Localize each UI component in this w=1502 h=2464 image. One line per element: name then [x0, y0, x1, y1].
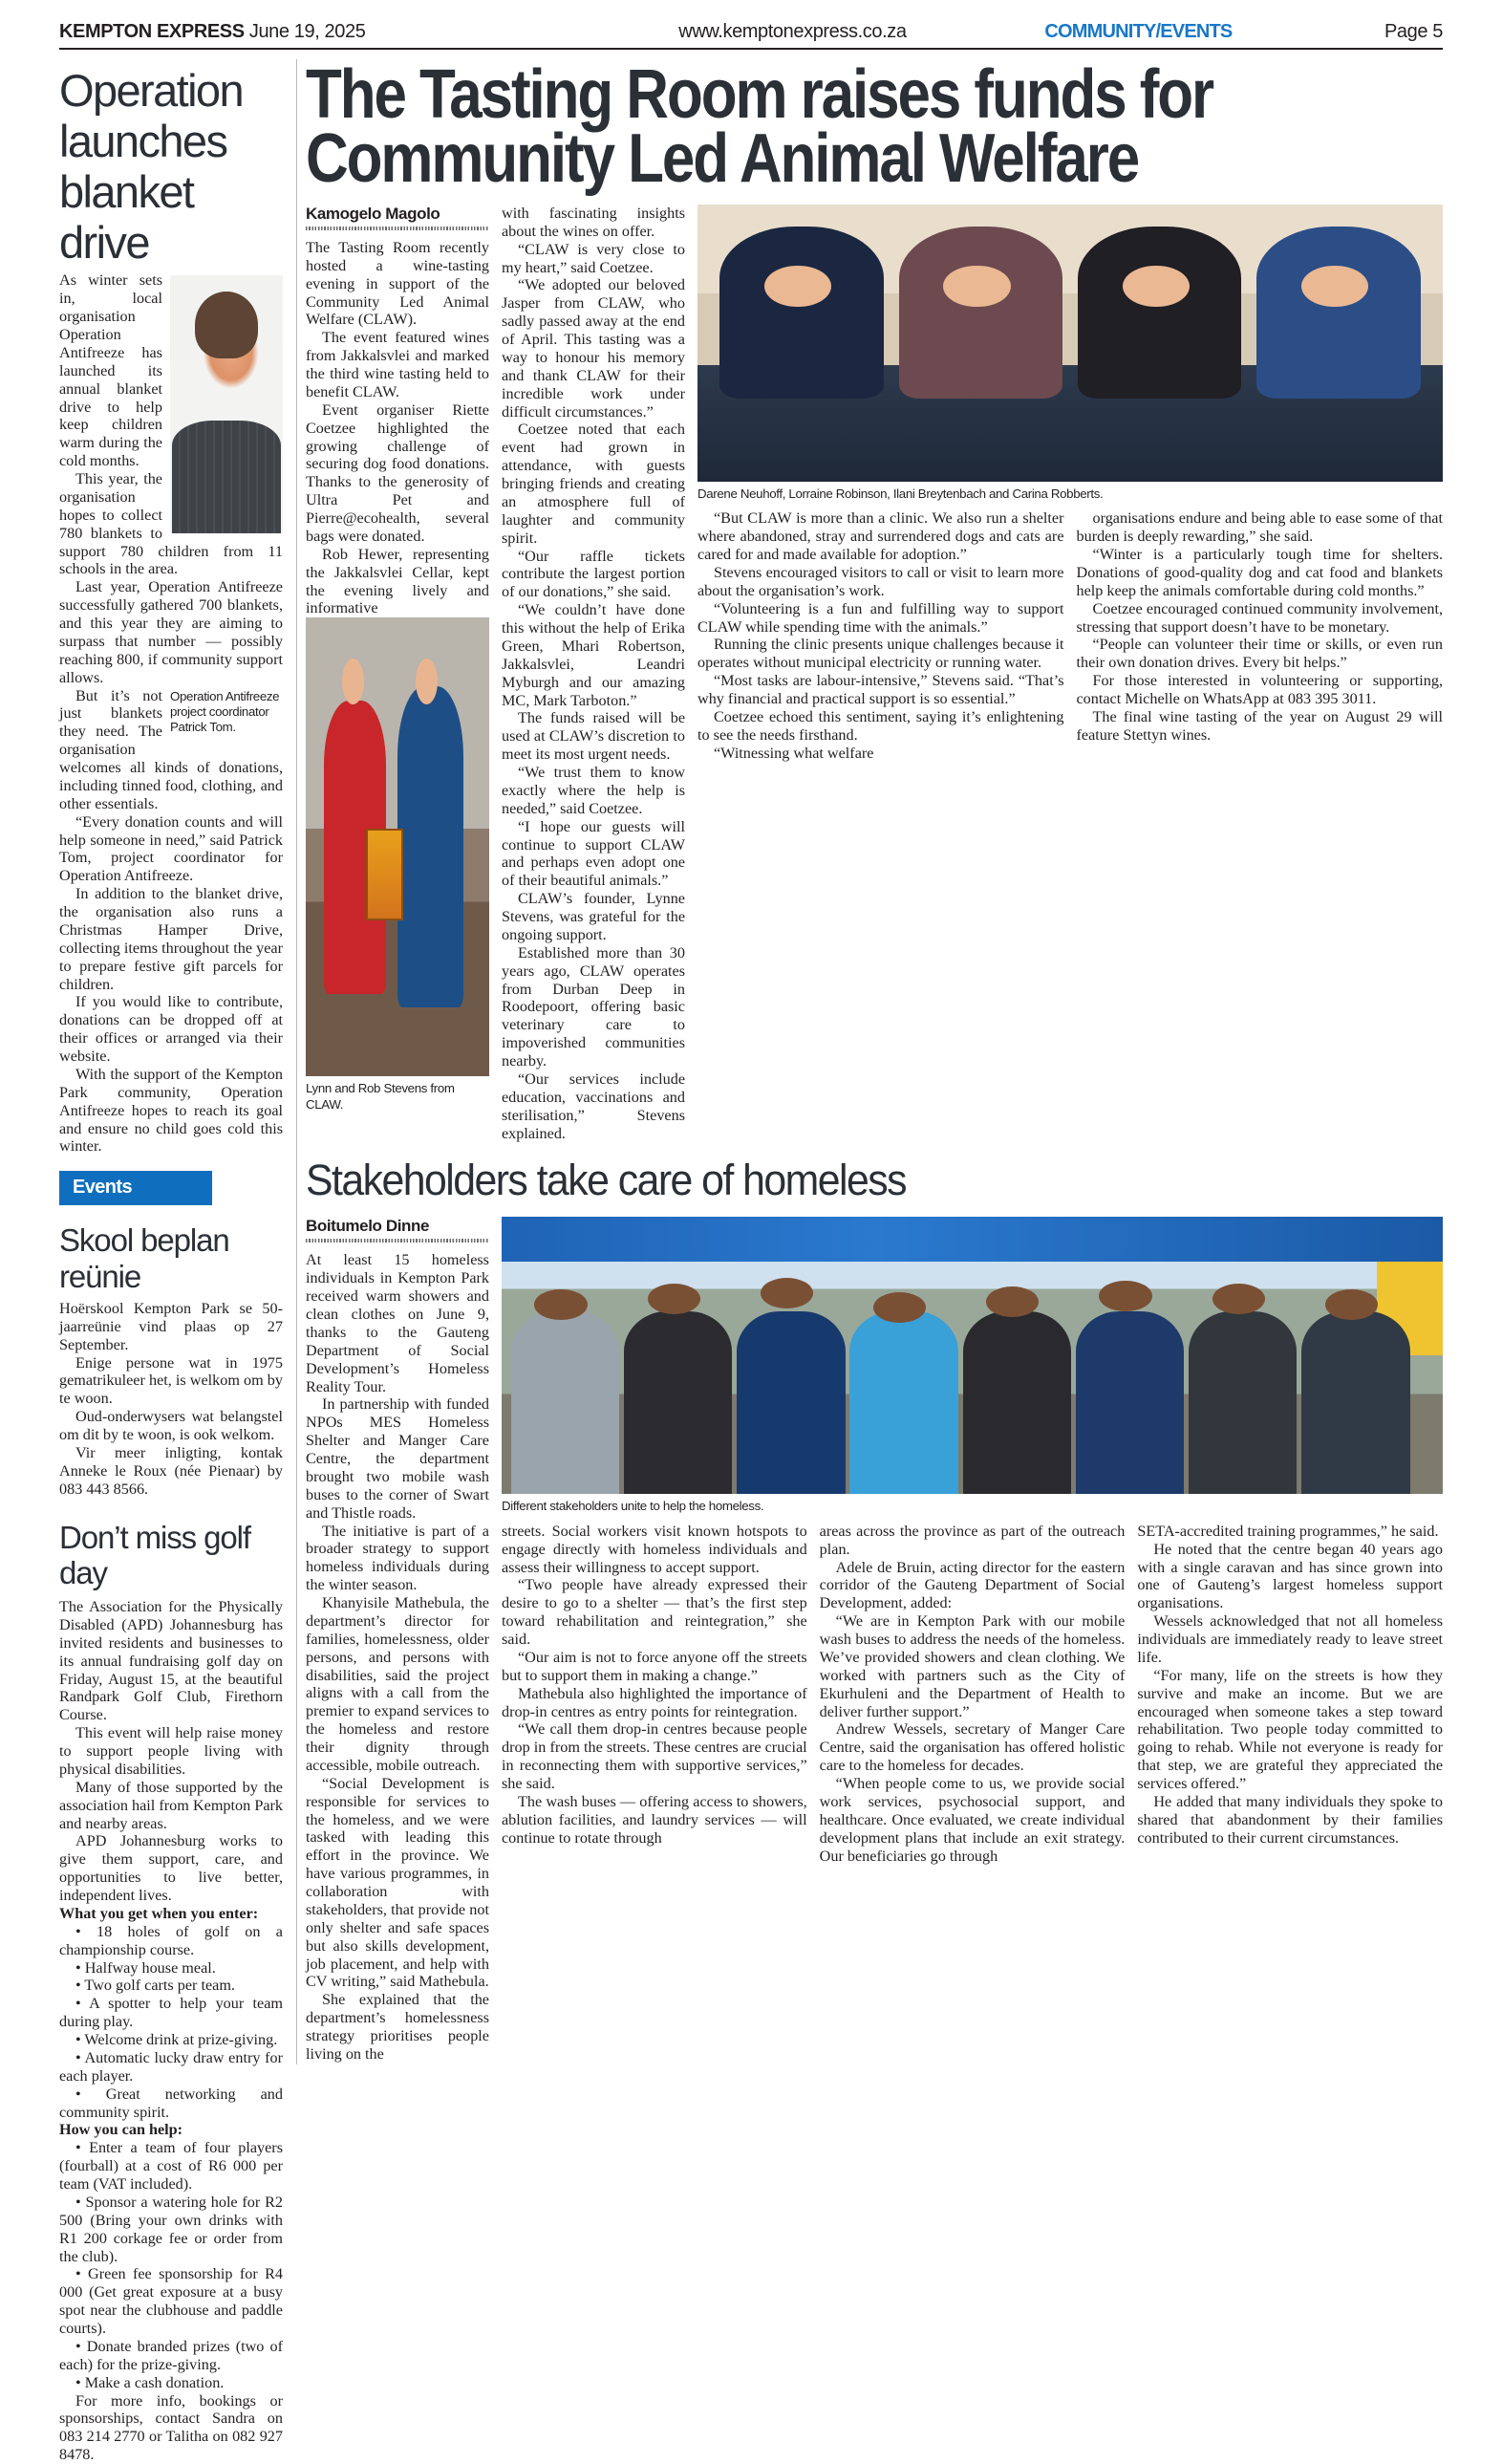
claw-c4-p5: For those interested in volunteering or supporting, contact Michelle on WhatsApp at 083 395 3011.: [1076, 672, 1443, 707]
byline-rule: [306, 227, 489, 230]
golf-list1-5: • Automatic lucky draw entry for each player.: [59, 2048, 283, 2085]
page-number: Page 5: [1384, 21, 1443, 42]
golf-p1: The Association for the Physically Disabled (APD) Johannesburg has invited residents and businesses to its annual fundraising golf day on Friday, August 15, at the beautiful Randpark Golf Club, Firethorn Course.: [59, 1598, 283, 1724]
claw-c2-p4: Coetzee noted that each event had grown in attendance, with guests bringing friends and creating an atmosphere full of laughter and community spirit.: [502, 421, 685, 547]
claw-c3-p4: Running the clinic presents unique challenges because it operates without municipal electricity or running water.: [697, 636, 1064, 672]
skool-p1: Hoërskool Kempton Park se 50-jaarreünie vind plaas op 27 September.: [59, 1299, 283, 1353]
homeless-c4-p3: Wessels acknowledged that not all homeless individuals are immediately ready to leave street life.: [1137, 1612, 1444, 1666]
column-divider: [296, 59, 297, 2064]
claw-c3-p6: Coetzee echoed this sentiment, saying it’s enlightening to see the needs firsthand.: [697, 707, 1064, 744]
golf-list1-6: • Great networking and community spirit.: [59, 2085, 283, 2121]
blanket-headline: Operation launches blanket drive: [59, 65, 244, 269]
homeless-byline-rule: [306, 1239, 489, 1243]
homeless-c4-p5: He added that many individuals they spoke to shared that abandonment by their families contributed to their current circumstances.: [1137, 1792, 1444, 1847]
claw-c1-p1: The Tasting Room recently hosted a wine-tasting evening in support of the Community Led Animal Welfare (CLAW).: [306, 238, 489, 329]
homeless-col-3: [820, 1523, 1126, 1866]
skool-p2: Enige persone wat in 1975 gematrikuleer het, is welkom om by te woon.: [59, 1353, 283, 1408]
golf-list2-1: • Sponsor a watering hole for R2 500 (Bring your own drinks with R1 200 corkage fee or order from the club).: [59, 2193, 283, 2265]
blanket-p2: This year, the organisation hopes to collect 780 blankets to support 780 children from 11 schools in the area.: [59, 470, 283, 578]
claw-col-4: [1077, 509, 1444, 762]
claw-col-3: [697, 509, 1064, 762]
left-column: [59, 57, 296, 2464]
homeless-col-4: [1137, 1523, 1443, 1866]
masthead-rule: [59, 48, 1443, 50]
claw-c1-p4: Rob Hewer, representing the Jakkalsvlei Cellar, kept the evening lively and informative: [306, 545, 489, 617]
masthead-left: [59, 21, 585, 43]
golf-list1-1: • Halfway house meal.: [75, 1958, 216, 1977]
golf-list1-4: • Welcome drink at prize-giving.: [75, 2031, 278, 2049]
golf-sub1: [59, 1905, 283, 1923]
blanket-p3: Last year, Operation Antifreeze successfully gathered 700 blankets, and this year they are aiming to surpass that number — possibly reaching 800, if community support allows.: [59, 578, 283, 686]
golf-list1-3: • A spotter to help your team during play.: [59, 1995, 283, 2031]
homeless-c1-p6: She explained that the department’s homelessness strategy prioritises people living on the: [306, 1991, 489, 2063]
homeless-c3-p2: Adele de Bruin, acting director for the eastern corridor of the Gauteng Department of Social Development, added:: [819, 1558, 1126, 1612]
golf-list2-4: • Make a cash donation.: [75, 2373, 225, 2391]
claw-group-caption: Darene Neuhoff, Lorraine Robinson, Ilani Breytenbach and Carina Robberts.: [697, 486, 1104, 501]
homeless-c2-p2: “Two people have already expressed their desire to go to a shelter — that’s the first step toward rehabilitation and reintegration,” she said.: [502, 1576, 807, 1648]
golf-list2-2: • Green fee sponsorship for R4 000 (Get great exposure at a busy spot near the clubhouse and paddle courts).: [59, 2265, 283, 2338]
claw-col-1: [306, 205, 489, 1143]
homeless-c1-p5: “Social Development is responsible for services to the homeless, and we were tasked with leading this effort in the province. We have various programmes, in collaboration with stakeholders, that provide not only shelter and safe spaces but also skills development, job placement, and help with CV writing,” said Mathebula.: [306, 1774, 489, 1991]
claw-c3-p5: “Most tasks are labour-intensive,” Stevens said. “That’s why financial and practical support is so essential.”: [697, 672, 1064, 707]
blanket-p6: In addition to the blanket drive, the organisation also runs a Christmas Hamper Drive, collecting items throughout the year to prepare festive gift parcels for children.: [59, 885, 283, 993]
blanket-photo-caption: Operation Antifreeze project coordinator Patrick Tom.: [170, 688, 280, 735]
homeless-c3-p3: “We are in Kempton Park with our mobile wash buses to address the needs of the homeless. We’ve provided showers and clean clothing. We worked with partners such as the City of Ekurhuleni and the Department of Health to deliver further support.”: [819, 1612, 1126, 1720]
blanket-p4: But it’s not just blankets they need. The organisation welcomes all kinds of donations, including tinned food, clothing, and other essentials.: [59, 686, 283, 812]
blanket-p7: If you would like to contribute, donations can be dropped off at their offices or arranged via their website.: [59, 993, 283, 1066]
claw-c1-p3: Event organiser Riette Coetzee highlighted the growing challenge of securing dog food donations. Thanks to the generosity of Ultra Pet and Pierre@ecohealth, several bags were donated.: [306, 400, 489, 545]
claw-byline: Kamogelo Magolo: [306, 204, 440, 223]
publication-date: June 19, 2025: [248, 21, 366, 42]
claw-c2-p6: “We couldn’t have done this without the help of Erika Green, Mhari Robertson, Jakkalsvlei, Leandri Myburgh and our amazing MC, Mark Tarboton.”: [502, 601, 685, 709]
claw-c3-p1: “But CLAW is more than a clinic. We also run a shelter where abandoned, stray and surrendered dogs and cats are cared for and made available for adoption.”: [697, 509, 1064, 563]
golf-list2-0: • Enter a team of four players (fourball) at a cost of R6 000 per team (VAT included).: [59, 2139, 283, 2194]
homeless-body: [306, 1217, 1443, 2063]
homeless-c4-p2: He noted that the centre began 40 years ago with a single caravan and has since grown into one of Gauteng’s largest homeless support organisations.: [1137, 1540, 1444, 1612]
golf-list1-0: • 18 holes of golf on a championship course.: [59, 1922, 283, 1958]
homeless-c4-p1: SETA-accredited training programmes,” he said.: [1137, 1522, 1439, 1540]
claw-col-2: [502, 205, 685, 1143]
golf-sub2: [59, 2121, 283, 2139]
claw-c2-p11: Established more than 30 years ago, CLAW operates from Durban Deep in Roodepoort, offering basic veterinary care to impoverished communities nearby.: [502, 943, 685, 1070]
claw-c2-p9: “I hope our guests will continue to support CLAW and perhaps even adopt one of their beautiful animals.”: [502, 817, 685, 890]
claw-c4-p4: “People can volunteer their time or skills, or even run their own donation drives. Every bit helps.”: [1076, 636, 1443, 672]
skool-headline: Skool beplan reünie: [59, 1222, 229, 1294]
homeless-c1-p1: At least 15 homeless individuals in Kempton Park received warm showers and clean clothes on June 9, thanks to the Gauteng Department of Social Development’s Homeless Reality Tour.: [306, 1251, 489, 1395]
golf-list2-3: • Donate branded prizes (two of each) for the prize-giving.: [59, 2337, 283, 2373]
claw-c3-p3: “Volunteering is a fun and fulfilling way to support CLAW while spending time with the animals.”: [697, 599, 1064, 636]
page-body: [59, 56, 1444, 2464]
golf-list1-2: • Two golf carts per team.: [75, 1977, 235, 1995]
claw-c4-p3: Coetzee encouraged continued community involvement, stressing that support doesn’t have to be monetary.: [1076, 599, 1443, 636]
section-label: COMMUNITY/EVENTS: [1044, 21, 1233, 42]
claw-c2-p12: “Our services include education, vaccinations and sterilisation,” Stevens explained.: [502, 1070, 685, 1142]
claw-c4-p6: The final wine tasting of the year on August 29 will feature Stettyn wines.: [1076, 707, 1443, 744]
claw-c3-p7: “Witnessing what welfare: [714, 744, 874, 762]
golf-closing: For more info, bookings or sponsorships, contact Sandra on 083 214 2770 or Talitha on 082 927 8478.: [59, 2391, 283, 2464]
events-badge: Events: [59, 1171, 212, 1205]
claw-c4-p1: organisations endure and being able to ease some of that burden is deeply rewarding,” she said.: [1076, 509, 1443, 546]
skool-p4: Vir meer inligting, kontak Anneke le Roux (née Pienaar) by 083 443 8566.: [59, 1443, 283, 1498]
homeless-c1-p3: The initiative is part of a broader strategy to support homeless individuals during the winter season.: [306, 1522, 489, 1594]
homeless-c3-p4: Andrew Wessels, secretary of Manger Care Centre, said the organisation has offered holistic care to the homeless for decades.: [819, 1720, 1126, 1775]
claw-c2-p5: “Our raffle tickets contribute the largest portion of our donations,” she said.: [502, 547, 685, 601]
website-url[interactable]: www.kemptonexpress.co.za: [678, 21, 907, 42]
claw-c2-p3: “We adopted our beloved Jasper from CLAW, who sadly passed away at the end of April. This tasting was a way to honour his memory and thank CLAW for their incredible work under difficult circumstances.”: [502, 276, 685, 421]
homeless-byline: Boitumelo Dinne: [306, 1217, 430, 1236]
claw-c2-p1: with fascinating insights about the wines on offer.: [502, 204, 685, 240]
claw-headline-line2: Community Led Animal Welfare: [306, 119, 1139, 197]
claw-c4-p2: “Winter is a particularly tough time for shelters. Donations of good-quality dog and cat food and blankets help keep the animals comfortable during cold months.”: [1076, 546, 1443, 599]
photo-lynn-and-rob-stevens: [306, 617, 489, 1076]
claw-couple-caption: Lynn and Rob Stevens from CLAW.: [306, 1081, 455, 1112]
claw-photo-and-cols: [697, 205, 1443, 1143]
homeless-c1-p4: Khanyisile Mathebula, the department’s director for families, homelessness, older persons, and persons with disabilities, said the project aligns with a call from the premier to expand services to the homeless and restore their dignity through accessible, mobile outreach.: [306, 1594, 489, 1774]
homeless-c2-p1: streets. Social workers visit known hotspots to engage directly with homeless individuals and assess their willingness to accept support.: [502, 1522, 807, 1576]
skool-p3: Oud-onderwysers wat belangstel om dit by te woon, is ook welkom.: [59, 1408, 283, 1443]
golf-p4: APD Johannesburg works to give them support, care, and opportunities to live better, independent lives.: [59, 1832, 283, 1905]
claw-body: [306, 205, 1443, 1143]
photo-four-women-on-sofa: [697, 205, 1443, 482]
homeless-c3-p5: “When people come to us, we provide social work services, psychosocial support, and healthcare. Once evaluated, we create individual development plans that include an exit strategy. Our beneficiaries go through: [819, 1775, 1126, 1865]
main-column: [306, 57, 1443, 2064]
claw-c2-p8: “We trust them to know exactly where the help is needed,” said Coetzee.: [502, 764, 685, 817]
homeless-photo-caption: Different stakeholders unite to help the homeless.: [502, 1499, 764, 1514]
claw-c2-p2: “CLAW is very close to my heart,” said Coetzee.: [502, 240, 685, 276]
homeless-col-2: [502, 1523, 807, 1866]
claw-headline: [306, 56, 1440, 197]
claw-c2-p10: CLAW’s founder, Lynne Stevens, was grateful for the ongoing support.: [502, 890, 685, 943]
publication-name: KEMPTON EXPRESS: [59, 21, 245, 42]
golf-headline: Don’t miss golf day: [59, 1519, 250, 1590]
blanket-p8: With the support of the Kempton Park community, Operation Antifreeze hopes to reach its goal and ensure no child goes cold this winter.: [59, 1065, 283, 1156]
golf-sub2-text: How you can help:: [59, 2121, 183, 2139]
blanket-p1: As winter sets in, local organisation Operation Antifreeze has launched its annual blanket drive to help keep children warm during the cold months.: [59, 271, 162, 470]
homeless-c2-p4: Mathebula also highlighted the importance of drop-in centres as entry points for reintegration.: [502, 1684, 807, 1720]
homeless-c4-p4: “For many, life on the streets is how they survive and make an income. But we are encouraged when someone takes a step toward rehabilitation. Two people today committed to going to rehab. While not everyone is ready for that step, we are grateful they appreciated the services offered.”: [1137, 1666, 1444, 1792]
homeless-lower-cols: [502, 1523, 1443, 1866]
homeless-c2-p5: “We call them drop-in centres because people drop in from the streets. These centres are crucial in reconnecting them with supportive services,” she said.: [502, 1720, 807, 1792]
claw-c2-p7: The funds raised will be used at CLAW’s discretion to meet its most urgent needs.: [502, 709, 685, 764]
claw-c3-p2: Stevens encouraged visitors to call or visit to learn more about the organisation’s work.: [697, 563, 1064, 599]
homeless-headline: Stakeholders take care of homeless: [306, 1156, 906, 1205]
claw-c1-p2: The event featured wines from Jakkalsvlei and marked the third wine tasting held to benefit CLAW.: [306, 329, 489, 400]
homeless-c1-p2: In partnership with funded NPOs MES Homeless Shelter and Manger Care Centre, the department brought two mobile wash buses to the corner of Swart and Thistle roads.: [306, 1395, 489, 1522]
blanket-p5: “Every donation counts and will help someone in need,” said Patrick Tom, project coordinator for Operation Antifreeze.: [59, 812, 283, 885]
homeless-col-1: [306, 1217, 489, 2063]
homeless-photo-and-cols: [502, 1217, 1443, 2063]
homeless-c2-p3: “Our aim is not to force anyone off the streets but to support them in making a change.”: [502, 1648, 807, 1684]
portrait-patrick-tom: [170, 275, 283, 533]
photo-stakeholders-group: [502, 1217, 1443, 1494]
homeless-c2-p6: The wash buses — offering access to showers, ablution facilities, and laundry services — will continue to rotate through: [502, 1792, 807, 1847]
golf-sub1-text: What you get when you enter:: [59, 1904, 259, 1922]
claw-lower-cols: [697, 509, 1443, 762]
masthead: [59, 0, 1443, 42]
homeless-c3-p1: areas across the province as part of the outreach plan.: [819, 1522, 1126, 1558]
golf-p3: Many of those supported by the association hail from Kempton Park and nearby areas.: [59, 1778, 283, 1832]
claw-headline-line1: The Tasting Room raises funds for: [306, 56, 1213, 133]
golf-p2: This event will help raise money to support people living with physical disabilities.: [59, 1724, 283, 1778]
